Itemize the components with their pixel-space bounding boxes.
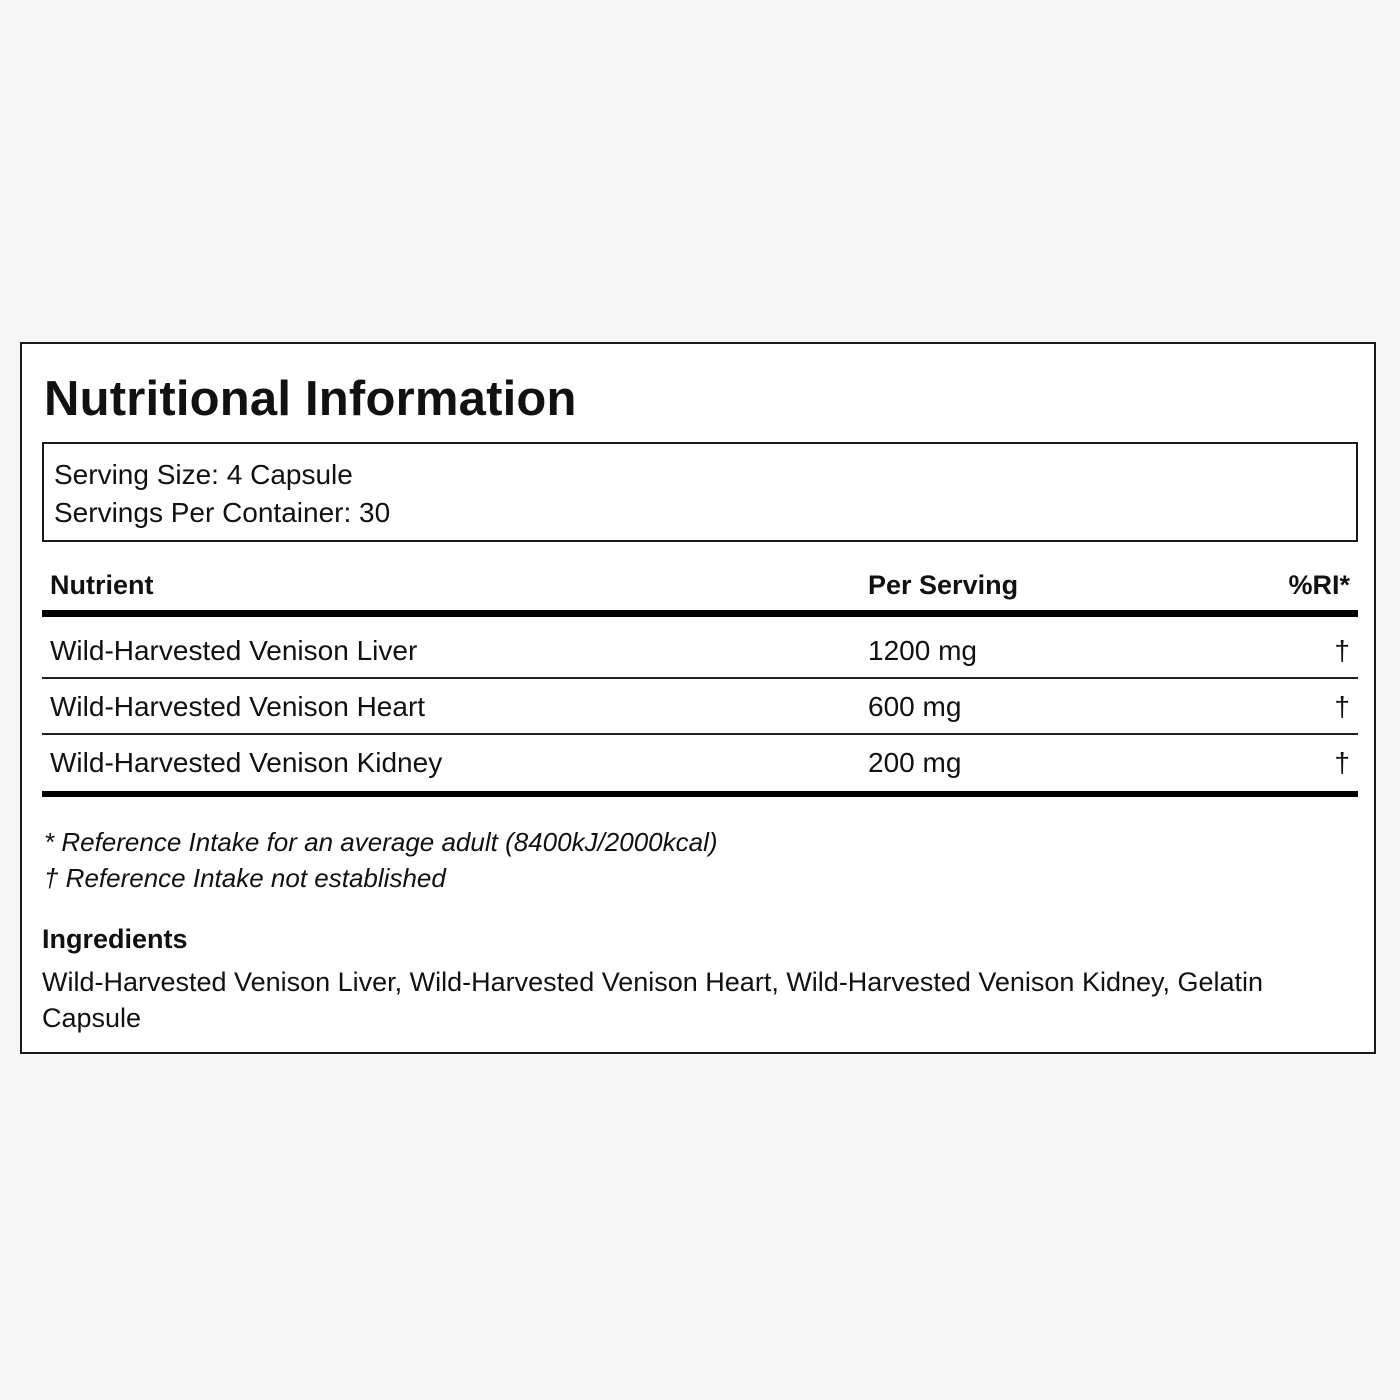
- table-body: [42, 623, 1358, 797]
- header-nutrient: Nutrient: [50, 570, 154, 600]
- ingredients-list: Wild-Harvested Venison Liver, Wild-Harvested Venison Heart, Wild-Harvested Venison Kidney, Gelatin Capsule: [42, 967, 1264, 1033]
- nutrient-name: Wild-Harvested Venison Liver: [50, 635, 418, 666]
- serving-size: Serving Size: 4 Capsule: [54, 459, 353, 490]
- table-row: [42, 623, 1358, 679]
- footnote-ri-reference: * Reference Intake for an average adult (8400kJ/2000kcal): [44, 827, 718, 857]
- servings-per-container: Servings Per Container: 30: [54, 497, 391, 528]
- nutrient-amount: 200 mg: [868, 747, 962, 778]
- table-row: [42, 735, 1358, 791]
- header-per-serving: Per Serving: [868, 570, 1019, 600]
- header-ri: %RI*: [1288, 570, 1350, 600]
- table-row: [42, 679, 1358, 735]
- label-title: Nutritional Information: [44, 372, 577, 426]
- nutrient-name: Wild-Harvested Venison Heart: [50, 691, 426, 722]
- serving-info-box: [42, 442, 1358, 542]
- ingredients-heading: Ingredients: [42, 924, 188, 954]
- nutrient-table: [42, 562, 1358, 797]
- nutrient-amount: 600 mg: [868, 691, 962, 722]
- nutrition-label-card: [20, 342, 1376, 1054]
- footnotes: [44, 824, 718, 896]
- nutrient-ri: †: [1334, 691, 1350, 722]
- nutrient-amount: 1200 mg: [868, 635, 977, 666]
- nutrient-name: Wild-Harvested Venison Kidney: [50, 747, 443, 778]
- nutrient-ri: †: [1334, 635, 1350, 666]
- table-header: [42, 562, 1358, 617]
- footnote-ri-not-established: † Reference Intake not established: [44, 863, 446, 893]
- nutrient-ri: †: [1334, 747, 1350, 778]
